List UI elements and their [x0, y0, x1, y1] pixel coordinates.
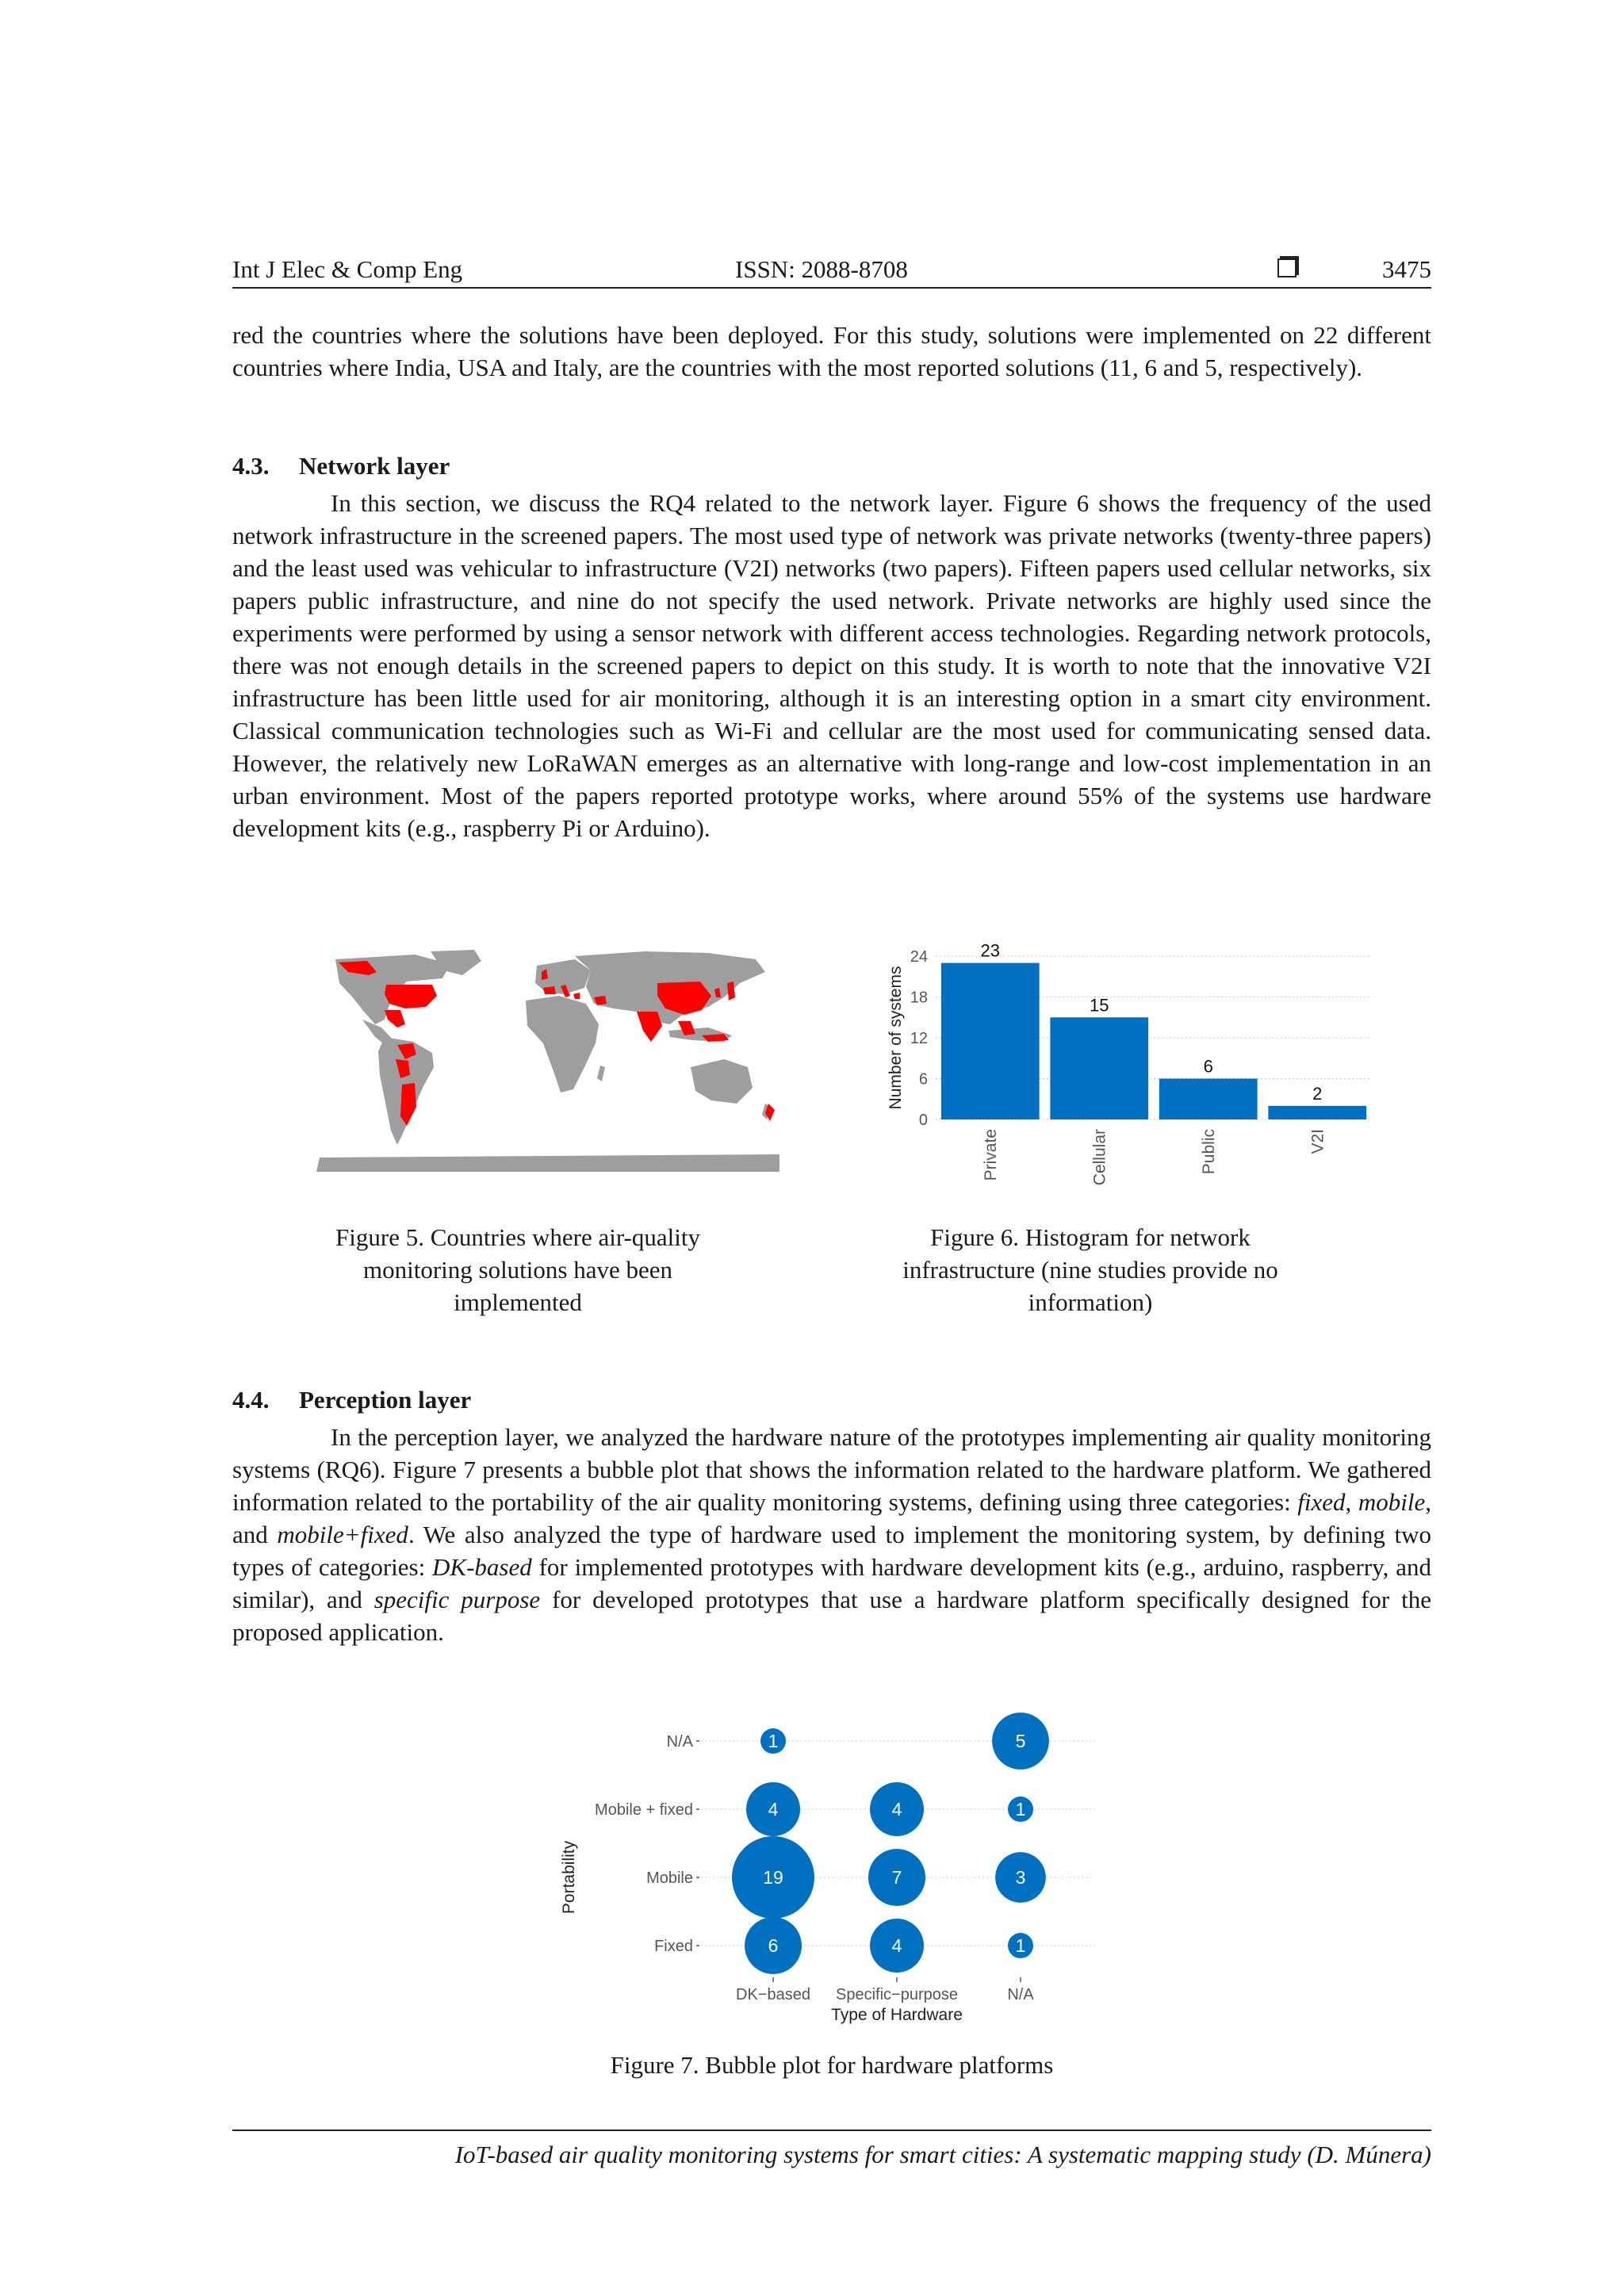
x-tick-label: Public — [1199, 1129, 1218, 1175]
y-tick-label: N/A — [666, 1733, 693, 1751]
journal-name: Int J Elec & Comp Eng — [232, 255, 463, 283]
footer-rule — [232, 2130, 1431, 2131]
section-number: 4.4. — [232, 1386, 270, 1414]
y-tick-label: Fixed — [654, 1938, 693, 1955]
text-run: for developed prototypes that use a hardware platform specifically designed for the proposed application. — [232, 1586, 1431, 1646]
figure6-caption: Figure 6. Histogram for network infrastructure (nine studies provide no information) — [902, 1223, 1278, 1316]
hardware-bubble-plot — [555, 1705, 1110, 2038]
bubble-value-label: 1 — [768, 1731, 779, 1751]
y-axis-label: Portability — [560, 1840, 578, 1915]
x-tick-label: Cellular — [1090, 1129, 1109, 1186]
bar-value-label: 15 — [1090, 995, 1109, 1016]
bubble-value-label: 7 — [891, 1867, 902, 1888]
bubble-value-label: 1 — [1015, 1935, 1026, 1956]
bubble-value-label: 1 — [1015, 1799, 1026, 1820]
bubble-value-label: 6 — [768, 1935, 779, 1956]
term-fixed: fixed — [1297, 1488, 1346, 1516]
text-run: , — [1345, 1488, 1358, 1516]
bubble-value-label: 5 — [1015, 1731, 1026, 1751]
bar-private — [941, 963, 1040, 1119]
y-tick-label: 18 — [910, 989, 928, 1007]
square-icon — [1277, 258, 1297, 277]
section-heading-4-3 — [232, 452, 450, 480]
section-heading-4-4 — [232, 1386, 471, 1414]
text-run: , and — [232, 1488, 1431, 1548]
bubble-value-label: 3 — [1015, 1867, 1026, 1888]
bar-value-label: 23 — [980, 940, 1000, 961]
text-run: for implemented prototypes with hardware development kits (e.g., arduino, raspberry, and similar), and — [232, 1553, 1431, 1613]
bubble-value-label: 19 — [763, 1867, 783, 1888]
bar-cellular — [1050, 1017, 1148, 1119]
term-mobile: mobile — [1358, 1488, 1426, 1516]
y-tick-label: 6 — [918, 1070, 928, 1089]
bar-value-label: 2 — [1312, 1083, 1323, 1104]
y-tick-label: 12 — [910, 1030, 928, 1047]
x-tick-label: Specific−purpose — [836, 1986, 958, 2003]
issn: ISSN: 2088-8708 — [735, 255, 908, 283]
x-axis-label: Type of Hardware — [831, 2006, 963, 2024]
network-infrastructure-bar-chart — [872, 934, 1380, 1211]
figure5-caption: Figure 5. Countries where air-quality monitoring solutions have been implemented — [335, 1223, 700, 1316]
y-tick-label: Mobile — [646, 1869, 693, 1887]
section-title: Network layer — [299, 452, 450, 480]
term-dk-based: DK-based — [432, 1553, 532, 1581]
y-axis-label: Number of systems — [887, 966, 905, 1110]
page-footer: IoT-based air quality monitoring systems for smart cities: A systematic mapping study (D. Múnera) — [454, 2141, 1431, 2168]
text-run: . We also analyzed the type of hardware used to implement the monitoring system, by defining two types of categories: — [232, 1521, 1431, 1581]
intro-paragraph: red the countries where the solutions have been deployed. For this study, solutions were implemented on 22 different countries where India, USA and Italy, are the countries with the most reported solutions (11, 6 and 5, respectively). — [232, 321, 1431, 381]
world-map-figure — [312, 948, 784, 1172]
page-header — [232, 252, 1431, 289]
bubble-value-label: 4 — [891, 1935, 902, 1956]
bar-value-label: 6 — [1203, 1056, 1213, 1077]
page-number: 3475 — [1382, 255, 1431, 283]
x-tick-label: N/A — [1007, 1986, 1034, 2003]
y-tick-label: Mobile + fixed — [595, 1801, 693, 1819]
x-tick-label: Private — [981, 1129, 1000, 1181]
term-specific-purpose: specific purpose — [373, 1586, 541, 1613]
bubble-value-label: 4 — [768, 1799, 779, 1820]
y-tick-label: 24 — [910, 948, 928, 966]
x-tick-label: DK−based — [736, 1986, 810, 2003]
x-tick-label: V2I — [1308, 1129, 1327, 1154]
term-mobile-fixed: mobile+fixed — [277, 1521, 408, 1548]
network-layer-paragraph: In this section, we discuss the RQ4 related to the network layer. Figure 6 shows the frequency of the used network infrastructure in the screened papers. The most used type of network was private networks (twenty-three papers) and the least used was vehicular to infrastructure (V2I) networks (two papers). Fifteen papers used cellular networks, six papers public infrastructure, and nine do not specify the used network. Private networks are highly used since the experiments were performed by using a sensor network with different access technologies. Regarding network protocols, there was not enough details in the screened papers to depict on this study. It is worth to note that the innovative V2I infrastructure has been little used for air monitoring, although it is an interesting option in a smart city environment. Classical communication technologies such as Wi-Fi and cellular are the most used for communicating sensed data. However, the relatively new LoRaWAN emerges as an alternative with long-range and low-cost implementation in an urban environment. Most of the papers reported prototype works, where around 55% of the systems use hardware development kits (e.g., raspberry Pi or Arduino). — [232, 489, 1431, 842]
world-map-land — [316, 950, 779, 1172]
section-number: 4.3. — [232, 452, 270, 480]
y-tick-label: 0 — [918, 1112, 928, 1129]
text-run: In the perception layer, we analyzed the hardware nature of the prototypes implementing air quality monitoring systems (RQ6). Figure 7 presents a bubble plot that shows the information related to the hardware platform. We gathered information related to the portability of the air quality monitoring systems, defining using three categories: — [232, 1423, 1431, 1516]
perception-layer-paragraph — [232, 1421, 1431, 1648]
bar-public — [1159, 1079, 1258, 1120]
figure7-caption: Figure 7. Bubble plot for hardware platforms — [610, 2051, 1054, 2079]
section-title: Perception layer — [299, 1386, 472, 1414]
bar-v2i — [1268, 1106, 1366, 1119]
bubble-value-label: 4 — [891, 1799, 902, 1820]
